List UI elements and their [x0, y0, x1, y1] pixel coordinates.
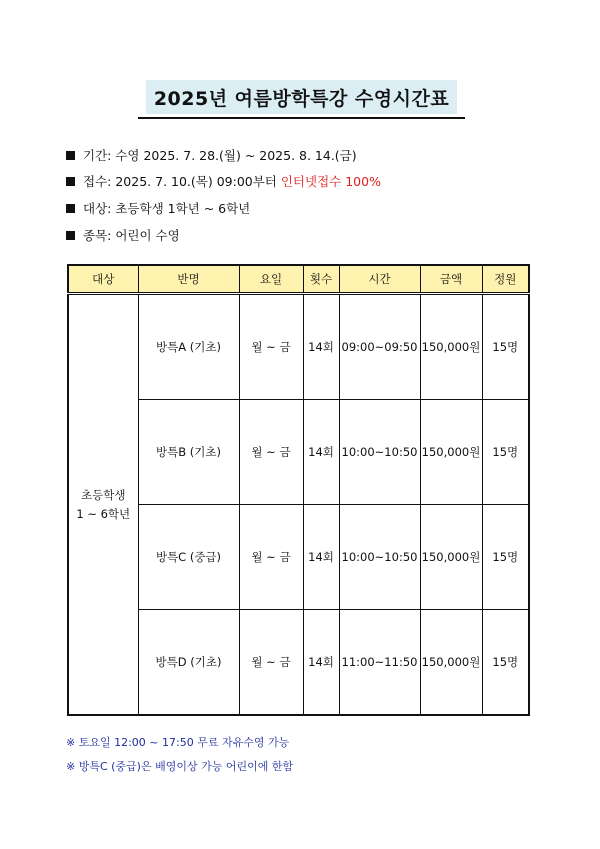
table-row	[68, 294, 529, 400]
cell-count: 14회	[303, 505, 339, 610]
cell-capacity: 15명	[482, 505, 529, 610]
cell-days: 월 ~ 금	[239, 610, 303, 716]
info-registration	[66, 172, 381, 190]
header-target: 대상	[68, 265, 138, 294]
square-bullet-icon	[66, 177, 75, 186]
cell-class: 방특A (기초)	[138, 294, 239, 400]
cell-class: 방특C (중급)	[138, 505, 239, 610]
info-label: 기간:	[83, 148, 112, 163]
title-box	[146, 80, 457, 114]
cell-count: 14회	[303, 294, 339, 400]
target-grade: 초등학생	[81, 487, 126, 502]
cell-time: 11:00~11:50	[339, 610, 420, 716]
page-title: 2025년 여름방학특강 수영시간표	[153, 87, 450, 110]
cell-price: 150,000원	[420, 610, 482, 716]
table-row	[68, 400, 529, 505]
cell-count: 14회	[303, 400, 339, 505]
cell-price: 150,000원	[420, 505, 482, 610]
title-underline	[138, 117, 465, 119]
note-class-c: ※ 방특C (중급)은 배영이상 가능 어린이에 한함	[66, 760, 294, 773]
info-period	[66, 146, 357, 164]
info-label: 대상:	[83, 201, 112, 216]
target-cell	[68, 294, 138, 716]
cell-count: 14회	[303, 610, 339, 716]
cell-time: 10:00~10:50	[339, 400, 420, 505]
info-value: 어린이 수영	[115, 228, 180, 243]
info-value: 초등학생 1학년 ~ 6학년	[115, 201, 251, 216]
cell-capacity: 15명	[482, 400, 529, 505]
info-target	[66, 199, 250, 217]
cell-price: 150,000원	[420, 400, 482, 505]
cell-time: 09:00~09:50	[339, 294, 420, 400]
info-value: 수영 2025. 7. 28.(월) ~ 2025. 8. 14.(금)	[115, 148, 357, 163]
cell-days: 월 ~ 금	[239, 294, 303, 400]
header-capacity: 정원	[482, 265, 529, 294]
info-event	[66, 226, 180, 244]
header-days: 요일	[239, 265, 303, 294]
title-block	[138, 80, 465, 118]
cell-time: 10:00~10:50	[339, 505, 420, 610]
square-bullet-icon	[66, 231, 75, 240]
info-label: 종목:	[83, 228, 112, 243]
header-class: 반명	[138, 265, 239, 294]
table-row	[68, 505, 529, 610]
note-saturday: ※ 토요일 12:00 ~ 17:50 무료 자유수영 가능	[66, 736, 290, 749]
cell-capacity: 15명	[482, 610, 529, 716]
header-price: 금액	[420, 265, 482, 294]
header-count: 횟수	[303, 265, 339, 294]
cell-capacity: 15명	[482, 294, 529, 400]
target-range: 1 ~ 6학년	[76, 506, 131, 521]
cell-days: 월 ~ 금	[239, 505, 303, 610]
online-registration-highlight: 인터넷접수 100%	[280, 174, 381, 189]
table-header-row	[68, 265, 529, 294]
cell-days: 월 ~ 금	[239, 400, 303, 505]
square-bullet-icon	[66, 151, 75, 160]
header-time: 시간	[339, 265, 420, 294]
cell-price: 150,000원	[420, 294, 482, 400]
square-bullet-icon	[66, 204, 75, 213]
cell-class: 방특B (기초)	[138, 400, 239, 505]
info-label: 접수:	[83, 174, 112, 189]
info-value: 2025. 7. 10.(목) 09:00부터	[115, 174, 277, 189]
table-row	[68, 610, 529, 716]
schedule-table	[67, 264, 530, 716]
cell-class: 방특D (기초)	[138, 610, 239, 716]
